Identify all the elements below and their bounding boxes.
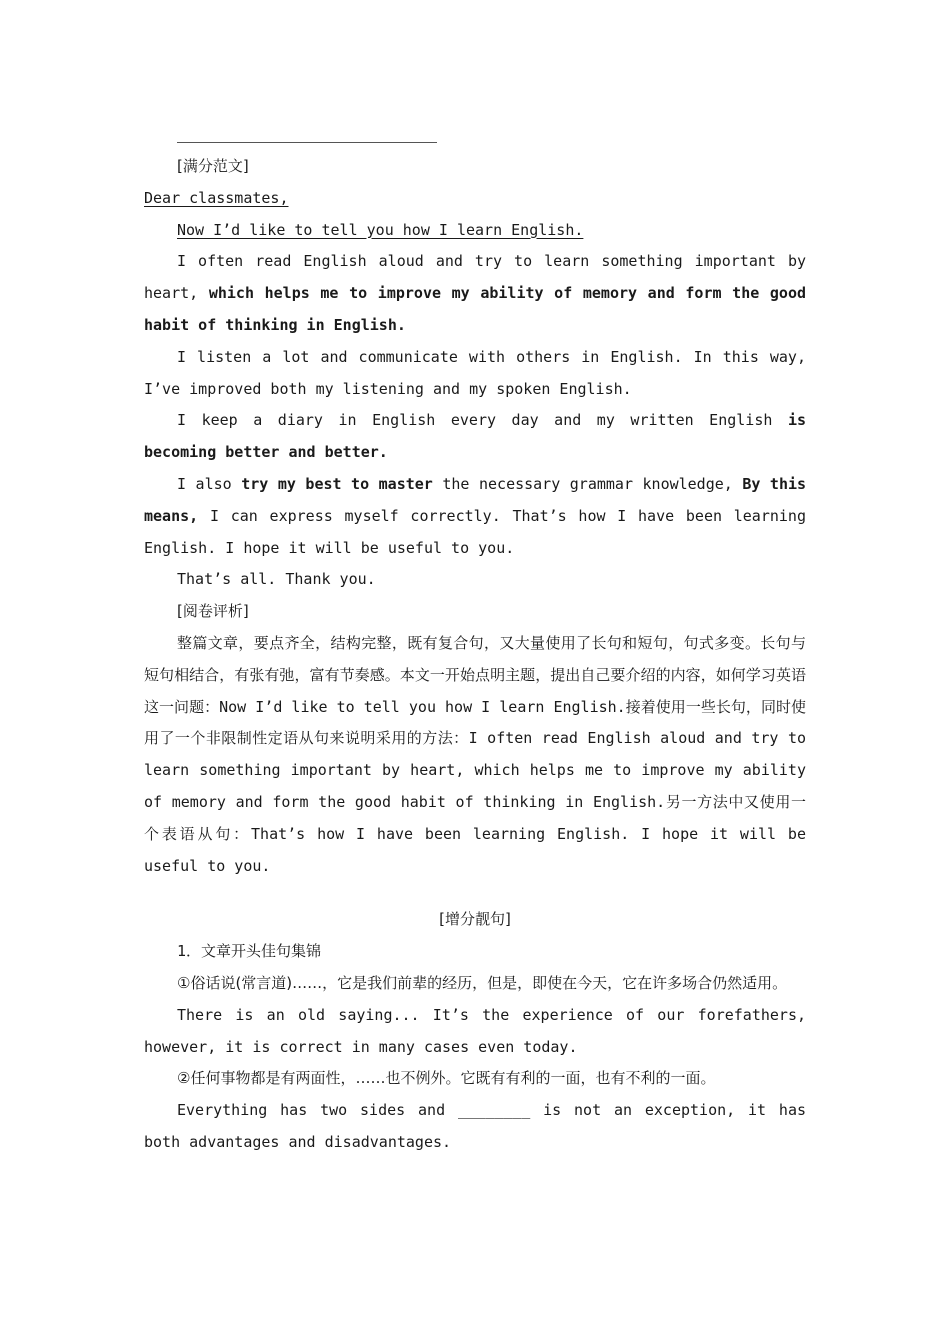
para4-c: I can express myself correctly. That’s how I have been learning English. I hope it will be useful to you. — [144, 506, 806, 557]
intro-sentence-text: Now I’d like to tell you how I learn English. — [177, 220, 584, 239]
item-1-chinese — [144, 968, 806, 1000]
intro-sentence — [144, 215, 806, 247]
review-text: 整篇文章，要点齐全，结构完整，既有复合句，又大量使用了长句和短句，句式多变。长句与短句相结合，有张有弛，富有节奏感。本文一开始点明主题，提出自己要介绍的内容，如何学习英语这一问题：Now I’d like to tell you how I learn English.接着使用一些长句，同时使用了一个非限制性定语从句来说明采用的方法：I often read English aloud and try to learn something important by heart, which helps me to improve my ability of memory and form the good habit of thinking in English.另一方法中又使用一个表语从句：That’s how I have been learning English. I hope it will be useful to you. — [144, 633, 806, 875]
essay-paragraph-3 — [144, 405, 806, 469]
item-1-english-text: There is an old saying... It’s the experience of our forefathers, however, it is correct in many cases even today. — [144, 1005, 806, 1056]
salutation — [144, 183, 806, 215]
para4-bold-1: try my best to master — [241, 474, 433, 493]
para4-a: I also — [177, 474, 232, 493]
para2-text: I listen a lot and communicate with others in English. In this way, I’ve improved both my listening and my spoken English. — [144, 347, 806, 398]
header-rule — [177, 142, 437, 143]
para1-plain: I often read English aloud and try to learn something important by heart, — [144, 252, 806, 303]
review-paragraph — [144, 628, 806, 882]
review-label — [144, 596, 806, 628]
document-body — [144, 151, 806, 1159]
item-1-chinese-text: ①俗话说(常言道)……，它是我们前辈的经历，但是，即使在今天，它在许多场合仍然适用。 — [177, 973, 788, 992]
para4-bold-2: By this means, — [144, 474, 807, 525]
closing-line — [144, 564, 806, 596]
closing-text: That’s all. Thank you. — [177, 570, 376, 589]
sample-essay-label-text: [满分范文] — [177, 157, 249, 175]
item-1-english — [144, 1000, 806, 1064]
item-2-english-a: Everything has two sides and — [177, 1101, 446, 1120]
review-label-text: [阅卷评析] — [177, 602, 249, 621]
bonus-label — [144, 904, 806, 936]
sample-essay-label — [144, 151, 806, 183]
section-1-title — [144, 936, 806, 968]
section-gap — [144, 882, 806, 904]
item-2-chinese-text: ②任何事物都是有两面性，……也不例外。它既有有利的一面，也有不利的一面。 — [177, 1069, 716, 1088]
item-2-chinese — [144, 1063, 806, 1095]
section-1-title-text: 1．文章开头佳句集锦 — [177, 942, 322, 961]
essay-paragraph-1 — [144, 246, 806, 341]
fill-in-blank: ________ — [457, 1101, 531, 1120]
item-2-english — [144, 1095, 806, 1159]
essay-paragraph-2 — [144, 342, 806, 406]
para3-plain: I keep a diary in English every day and my written English — [177, 411, 773, 430]
para1-bold: which helps me to improve my ability of memory and form the good habit of thinking in English. — [144, 284, 807, 334]
essay-paragraph-4 — [144, 469, 806, 564]
item-2-english-b: is not an exception, it has both advantages and disadvantages. — [144, 1101, 807, 1151]
bonus-label-text: [增分靓句] — [439, 910, 511, 929]
para3-bold: is becoming better and better. — [144, 411, 806, 462]
para4-b: the necessary grammar knowledge, — [442, 474, 733, 493]
salutation-text: Dear classmates, — [144, 188, 289, 207]
